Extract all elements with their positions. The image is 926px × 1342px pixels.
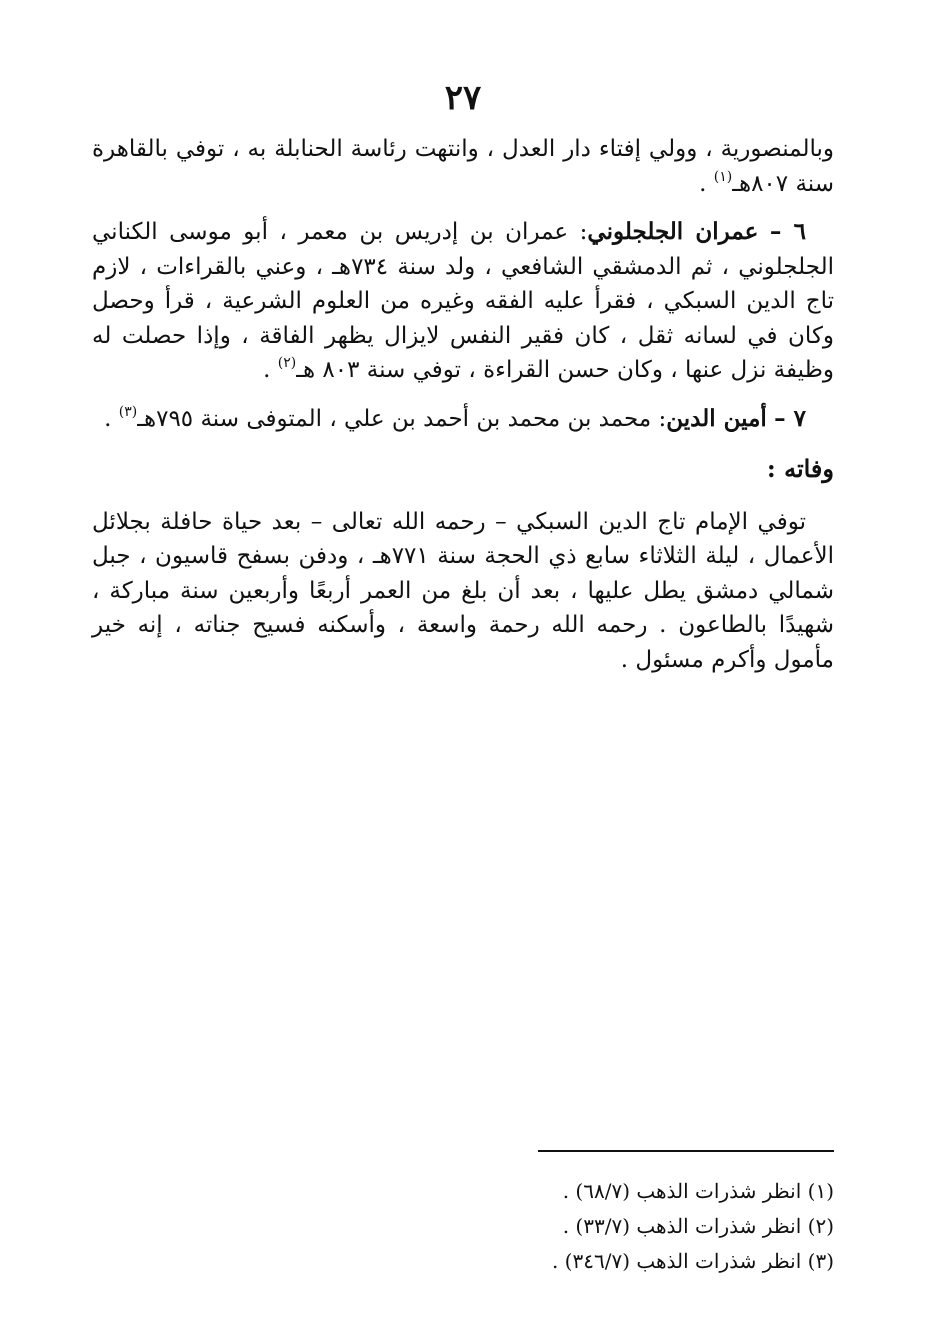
biography-entry-7 <box>92 402 834 437</box>
footnote-ref-3: (٣) <box>118 403 138 420</box>
entry-text: : عمران بن إدريس بن معمر ، أبو موسى الكناني الجلجلوني ، ثم الدمشقي الشافعي ، ولد سنة ٧٣٤هـ ، وعني بالقراءات ، لازم تاج الدين السبكي ، فقرأ عليه الفقه وغيره من العلوم الشرعية ، قرأ وحصل وكان في لسانه ثقل ، كان فقير النفس لايزال يظهر الفاقة ، وإذا حصلت له وظيفة نزل عنها ، وكان حسن القراءة ، توفي سنة ٨٠٣ هـ <box>92 219 834 383</box>
section-heading-death: وفاته : <box>766 454 834 483</box>
entry-name: عمران الجلجلوني <box>587 218 759 245</box>
death-paragraph: توفي الإمام تاج الدين السبكي – رحمه الله تعالى – بعد حياة حافلة بجلائل الأعمال ، ليلة الثلاثاء سابع ذي الحجة سنة ٧٧١هـ ، ودفن بسفح قاسيون ، جبل شمالي دمشق يطل عليها ، بعد أن بلغ من العمر أربعًا وأربعين سنة مباركة ، شهيدًا بالطاعون . رحمه الله رحمة واسعة ، وأسكنه فسيح جناته ، إنه خير مأمول وأكرم مسئول . <box>92 508 834 673</box>
entry-end: . <box>104 405 119 432</box>
footnote-3: (٣) انظر شذرات الذهب (٣٤٦/٧) . <box>551 1249 834 1273</box>
entry-text: : محمد بن محمد بن أحمد بن علي ، المتوفى سنة ٧٩٥هـ <box>137 405 667 432</box>
main-text <box>92 132 834 677</box>
footnote-ref-2: (٢) <box>277 355 297 371</box>
footnote-ref-1: (١) <box>713 168 733 185</box>
entry-end: . <box>263 357 278 383</box>
footnote-divider <box>538 1150 834 1152</box>
biography-entry-6 <box>92 215 834 388</box>
intro-paragraph <box>92 132 834 201</box>
entry-number: ٧ – <box>774 404 806 432</box>
entry-number: ٦ – <box>769 218 806 245</box>
footnotes <box>92 1174 834 1279</box>
page-number: ٢٧ <box>444 78 482 118</box>
entry-name: أمين الدين <box>666 404 767 432</box>
footnote-1: (١) انظر شذرات الذهب (٦٨/٧) . <box>562 1179 834 1203</box>
intro-text: وبالمنصورية ، وولي إفتاء دار العدل ، وانتهت رئاسة الحنابلة به ، توفي بالقاهرة سنة ٨٠٧هـ <box>92 136 834 197</box>
footnote-2: (٢) انظر شذرات الذهب (٣٣/٧) . <box>562 1214 834 1238</box>
intro-end: . <box>699 170 714 197</box>
